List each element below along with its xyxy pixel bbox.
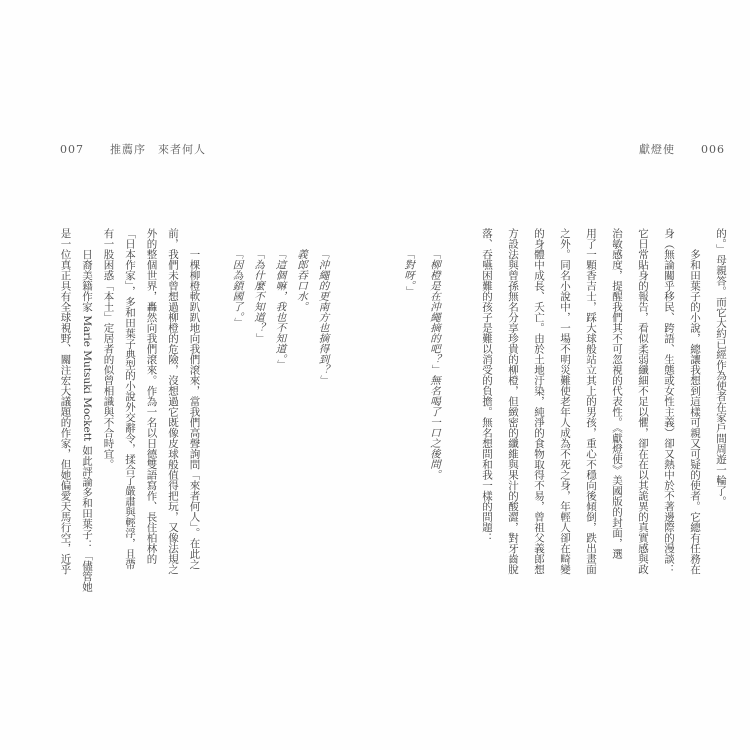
text-column: 的。」母親答。而它大約已經作為使者在家戶間周遊一輪了。 [715, 228, 727, 507]
text-column: 日裔美籍作家 Marie Mutsuki Mockett 如此評論多和田葉子：「儘管她 [81, 249, 93, 592]
quote-column: 「為什麼不知道？」 [253, 249, 265, 344]
quote-column: 「這個嘛，我也不知道。」 [274, 249, 287, 370]
text-column: 方設法與曾孫無名分享珍貴的柳橙，但緻密的纖維與果汁的酸澀，對牙齒脫 [507, 228, 519, 575]
column-spacer [200, 228, 222, 580]
text-column: 多和田葉子的小說，總讓我想到這樣可親又可疑的使者。它總有任務在 [689, 249, 701, 575]
column-spacer [440, 228, 466, 580]
text-column: 一棵柳橙軟趴趴地向我們滾來，當我們高聲詢問「來者何人」。在此之 [188, 249, 201, 570]
text-column: 落、吞嚥困難的孩子是難以消受的負擔。無名想問和我一樣的問題： [481, 228, 493, 543]
text-column: 「日本作家」，多和田葉子典型的小說外交辭令，揉合了嚴肅與輕浮，且帶 [124, 228, 136, 570]
text-column: 的身體中成長、夭亡。由於土地汙染，純淨的食物取得不易，曾祖父義郎想 [533, 228, 545, 575]
folio-number-left: 007 [60, 143, 84, 156]
right-page-text-block [388, 228, 726, 580]
chapter-title: 來者何人 [158, 143, 206, 156]
folio-number-right: 006 [701, 143, 725, 156]
text-column: 身（無論關乎移民、跨語、生態或女性主義）卻又熱中於不著邊際的漫談： [663, 228, 675, 575]
quote-column: 「因為鎖國了。」 [231, 249, 244, 328]
quote-column: 「沖繩的更南方也摘得到？」 [317, 249, 330, 386]
running-head-left [60, 141, 206, 157]
text-column: 它日常貼身的報告，看似柔弱纖細不足以懼，卻在在以其詭異的真實感與政 [637, 228, 649, 575]
quote-column: 義郎吞口水。 [296, 249, 308, 312]
text-column: 之外。同名小說中，一場不明災難使老年人成為不死之身，年輕人卻在畸變 [559, 228, 571, 575]
text-column: 治敏感度，提醒我們其不可忽視的代表性。《獻燈使》美國版的封面，選 [611, 228, 623, 559]
left-page-text-block [49, 228, 330, 592]
text-column: 是一位真正具有全球視野、關注宏大議題的作家，但她偏愛天馬行空，近乎 [59, 228, 72, 575]
quote-column: 「對呀。」 [403, 249, 415, 297]
text-column: 外的整個世界，轟然向我們滾來。作為一名以日德雙語寫作、長住柏林的 [145, 228, 158, 564]
text-column: 有一股困惑「本土」定居者的似曾相識與不合時宜。 [102, 228, 115, 470]
text-column: 用了一顆香吉士，踩大球般站立其上的男孩，重心不穩向後傾倒，跌出畫面 [585, 228, 597, 575]
running-head-right [639, 141, 725, 157]
book-title: 獻燈使 [639, 143, 675, 156]
section-label: 推薦序 [110, 143, 146, 156]
quote-column: 「柳橙是在沖繩摘的吧？」無名喝了一口之後問。 [429, 249, 441, 480]
text-column: 前，我們未曾想過柳橙的危險，沒想過它既像皮球般值得把玩，又像法規之 [167, 228, 179, 575]
